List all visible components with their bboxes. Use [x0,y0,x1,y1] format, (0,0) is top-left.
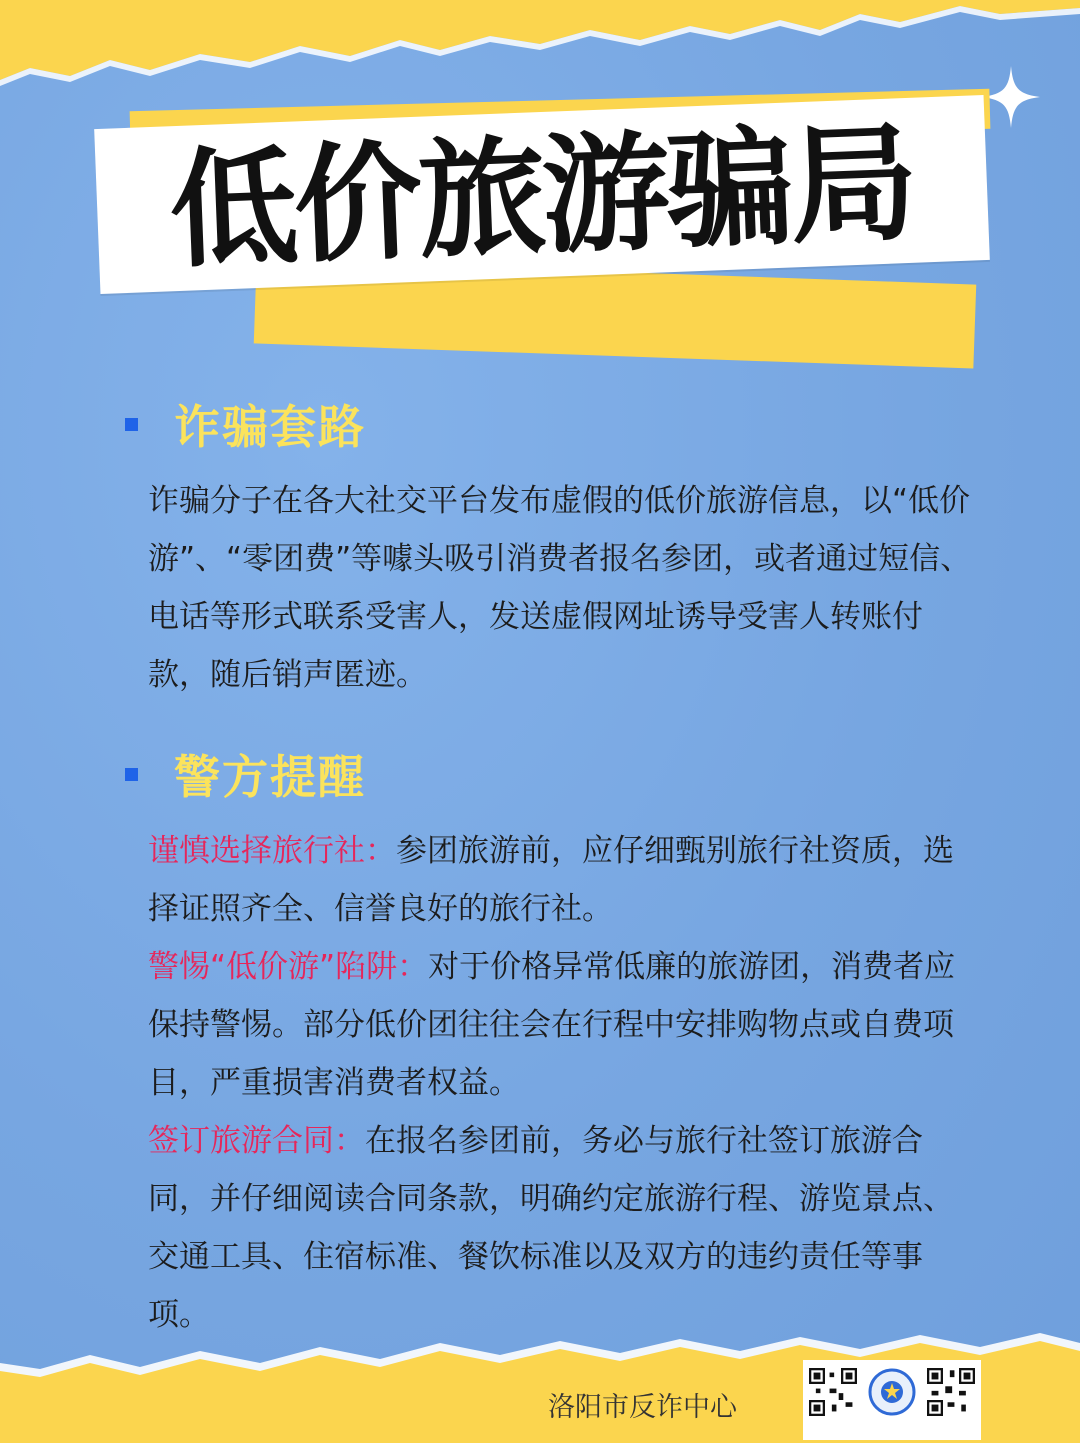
police-emblem-icon [868,1368,916,1416]
tip-item [148,1112,978,1344]
tip-text: 对于价格异常低廉的旅游团，消费者应保持警惕。部分低价团往往会在行程中安排购物点或自费项目，严重损害消费者权益。 [148,949,956,1101]
tip-label: 签订旅游合同： [148,1123,365,1159]
section-heading-fraud [125,394,366,454]
torn-paper-top [0,0,1080,90]
bullet-square-icon [125,768,138,781]
footer-organization: 洛阳市反诈中心 [548,1392,737,1423]
qr-code-icon [927,1368,975,1416]
qr-code-right[interactable] [925,1368,977,1420]
tip-text: 参团旅游前，应仔细甄别旅行社资质，选择证照齐全、信誉良好的旅行社。 [148,833,954,927]
tip-item [148,938,978,1112]
section-title-police: 警方提醒 [174,750,366,804]
qr-code-left[interactable] [807,1368,859,1420]
tip-label: 警惕“低价游”陷阱： [148,949,429,985]
police-emblem-qr[interactable] [866,1368,918,1420]
section-heading-police [125,744,366,804]
qr-code-card [803,1360,981,1440]
qr-code-icon [809,1368,857,1416]
tip-item [148,822,978,938]
fraud-description: 诈骗分子在各大社交平台发布虚假的低价旅游信息，以“低价游”、“零团费”等噱头吸引消费者报名参团，或者通过短信、电话等形式联系受害人，发送虚假网址诱导受害人转账付款，随后销声匿迹。 [148,483,972,693]
section-title-fraud: 诈骗套路 [174,400,366,454]
page-title: 低价旅游骗局 [167,108,917,287]
sparkle-icon [982,66,1040,128]
bullet-square-icon [125,418,138,431]
tip-text: 在报名参团前，务必与旅行社签订旅游合同，并仔细阅读合同条款，明确约定旅游行程、游览景点、交通工具、住宿标准、餐饮标准以及双方的违约责任等事项。 [148,1123,954,1333]
tip-label: 谨慎选择旅行社： [148,833,396,869]
